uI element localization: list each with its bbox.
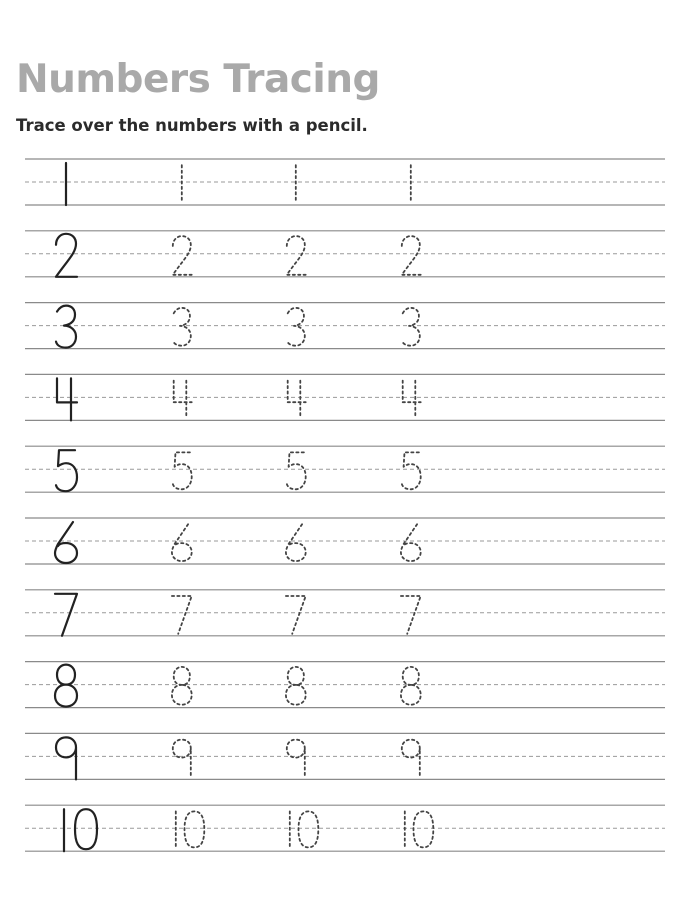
digit-7	[55, 594, 77, 636]
instructions-text: Trace over the numbers with a pencil.	[16, 116, 368, 135]
digit-2	[287, 236, 306, 275]
trace-number[interactable]	[401, 667, 421, 705]
trace-number[interactable]	[287, 740, 305, 778]
digit-2	[173, 236, 192, 275]
tracing-row-1	[25, 159, 665, 205]
tracing-row-8	[25, 662, 665, 708]
digit-0	[75, 809, 97, 849]
digit-0	[414, 811, 434, 847]
trace-number[interactable]	[286, 524, 306, 561]
trace-number[interactable]	[286, 596, 306, 634]
model-number	[55, 522, 77, 563]
digit-0	[185, 811, 205, 847]
trace-number[interactable]	[173, 740, 191, 778]
digit-9	[287, 740, 305, 778]
trace-number[interactable]	[173, 308, 191, 346]
tracing-row-4	[25, 374, 665, 420]
model-number	[56, 234, 77, 277]
trace-number[interactable]	[172, 524, 192, 561]
tracing-row-2	[25, 231, 665, 277]
model-number	[56, 737, 76, 779]
trace-number[interactable]	[286, 667, 306, 705]
digit-6	[401, 524, 421, 561]
digit-9	[56, 737, 76, 779]
digit-0	[299, 811, 319, 847]
digit-9	[402, 740, 420, 778]
trace-number[interactable]	[172, 667, 192, 705]
model-number	[55, 665, 77, 707]
digit-5	[173, 452, 192, 489]
digit-3	[287, 308, 305, 346]
digit-3	[173, 308, 191, 346]
digit-8	[401, 667, 421, 705]
tracing-row-5	[25, 446, 665, 492]
digit-3	[56, 306, 76, 348]
trace-number[interactable]	[176, 811, 205, 849]
digit-7	[401, 596, 421, 634]
trace-number[interactable]	[173, 452, 192, 489]
trace-number[interactable]	[173, 236, 192, 275]
digit-8	[55, 665, 77, 707]
trace-number[interactable]	[288, 381, 306, 419]
digit-7	[286, 596, 306, 634]
tracing-row-6	[25, 518, 665, 564]
trace-number[interactable]	[402, 308, 420, 346]
trace-number[interactable]	[403, 381, 421, 419]
model-number	[56, 450, 77, 491]
digit-2	[402, 236, 421, 275]
digit-8	[172, 667, 192, 705]
digit-4	[57, 378, 77, 420]
trace-number[interactable]	[287, 236, 306, 275]
trace-number[interactable]	[287, 308, 305, 346]
model-number	[64, 809, 97, 851]
digit-4	[174, 381, 192, 419]
model-number	[56, 306, 76, 348]
digit-5	[287, 452, 306, 489]
trace-number[interactable]	[402, 236, 421, 275]
digit-4	[288, 381, 306, 419]
tracing-row-7	[25, 590, 665, 636]
digit-7	[172, 596, 192, 634]
trace-number[interactable]	[405, 811, 434, 849]
trace-number[interactable]	[174, 381, 192, 419]
page-title: Numbers Tracing	[16, 57, 380, 102]
digit-2	[56, 234, 77, 277]
tracing-row-10	[25, 805, 665, 851]
digit-5	[56, 450, 77, 491]
tracing-row-9	[25, 733, 665, 779]
trace-number[interactable]	[402, 740, 420, 778]
digit-6	[172, 524, 192, 561]
digit-4	[403, 381, 421, 419]
digit-9	[173, 740, 191, 778]
trace-number[interactable]	[287, 452, 306, 489]
tracing-row-3	[25, 303, 665, 349]
digit-5	[402, 452, 421, 489]
model-number	[57, 378, 77, 420]
digit-6	[55, 522, 77, 563]
trace-number[interactable]	[401, 596, 421, 634]
digit-3	[402, 308, 420, 346]
trace-number[interactable]	[290, 811, 319, 849]
digit-8	[286, 667, 306, 705]
trace-number[interactable]	[172, 596, 192, 634]
trace-number[interactable]	[401, 524, 421, 561]
trace-number[interactable]	[402, 452, 421, 489]
digit-6	[286, 524, 306, 561]
model-number	[55, 594, 77, 636]
